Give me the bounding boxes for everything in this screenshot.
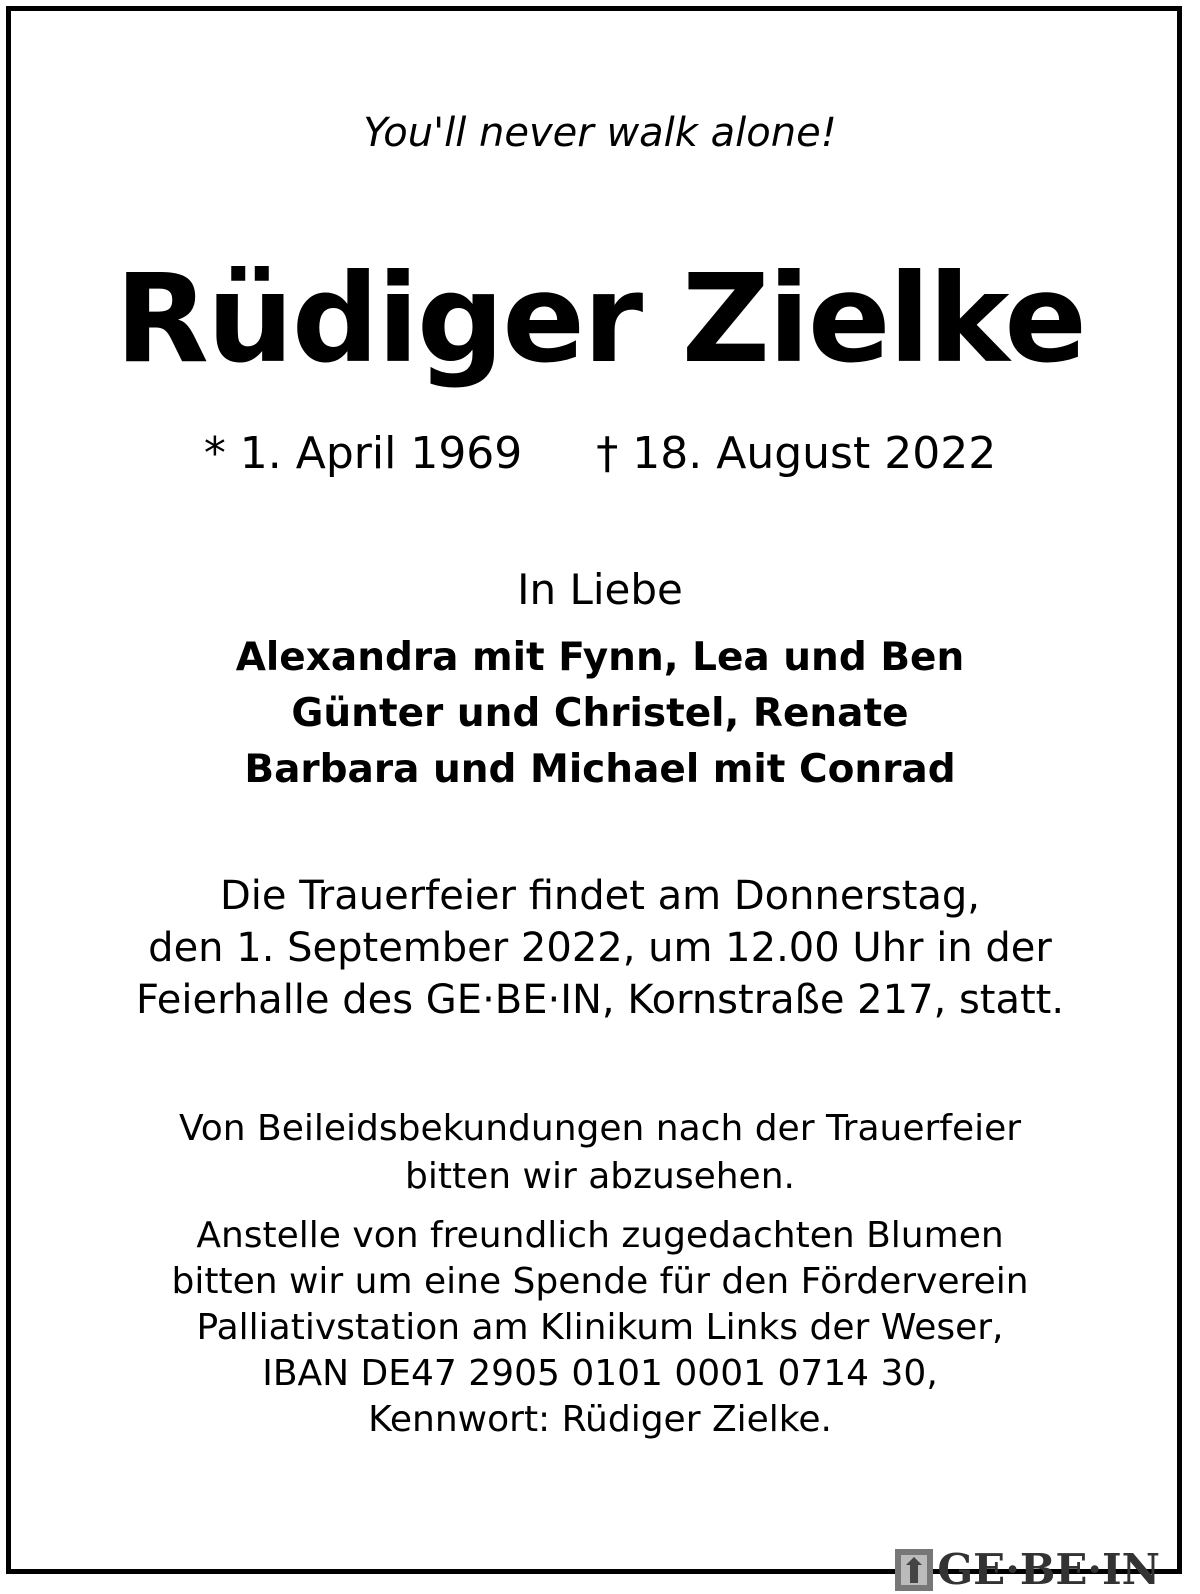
- motto: You'll never walk alone!: [363, 110, 837, 156]
- ceremony-line: Feierhalle des GE·BE·IN, Kornstraße 217, statt.: [135, 977, 1065, 1023]
- ceremony-line: Die Trauerfeier findet am Donnerstag,: [219, 873, 981, 919]
- life-dates: [0, 428, 1200, 479]
- donation-line: IBAN DE47 2905 0101 0001 0714 30,: [262, 1353, 938, 1394]
- family-list: [0, 630, 1200, 798]
- condolence-line: bitten wir abzusehen.: [405, 1156, 795, 1197]
- death-date: † 18. August 2022: [596, 428, 997, 479]
- gebein-logo: [895, 1545, 1160, 1594]
- family-line: Barbara und Michael mit Conrad: [244, 747, 956, 792]
- family-line: Alexandra mit Fynn, Lea und Ben: [235, 635, 965, 680]
- ceremony-line: den 1. September 2022, um 12.00 Uhr in der: [148, 925, 1052, 971]
- donation-line: Palliativstation am Klinikum Links der Weser,: [196, 1307, 1004, 1348]
- family-line: Günter und Christel, Renate: [291, 691, 909, 736]
- donation-line: bitten wir um eine Spende für den Förderverein: [171, 1261, 1029, 1302]
- donation-line: Kennwort: Rüdiger Zielke.: [368, 1399, 832, 1440]
- donation-line: Anstelle von freundlich zugedachten Blumen: [196, 1215, 1004, 1256]
- donation-note: [0, 1213, 1200, 1443]
- in-love-heading: In Liebe: [517, 565, 683, 614]
- gebein-logo-icon: [895, 1549, 933, 1591]
- birth-date: * 1. April 1969: [203, 428, 523, 479]
- deceased-name: Rüdiger Zielke: [114, 248, 1086, 390]
- gebein-logo-text: GE·BE·IN: [937, 1545, 1160, 1594]
- condolence-line: Von Beileidsbekundungen nach der Trauerfeier: [178, 1108, 1022, 1149]
- ceremony-info: [0, 870, 1200, 1026]
- condolence-note: [0, 1105, 1200, 1201]
